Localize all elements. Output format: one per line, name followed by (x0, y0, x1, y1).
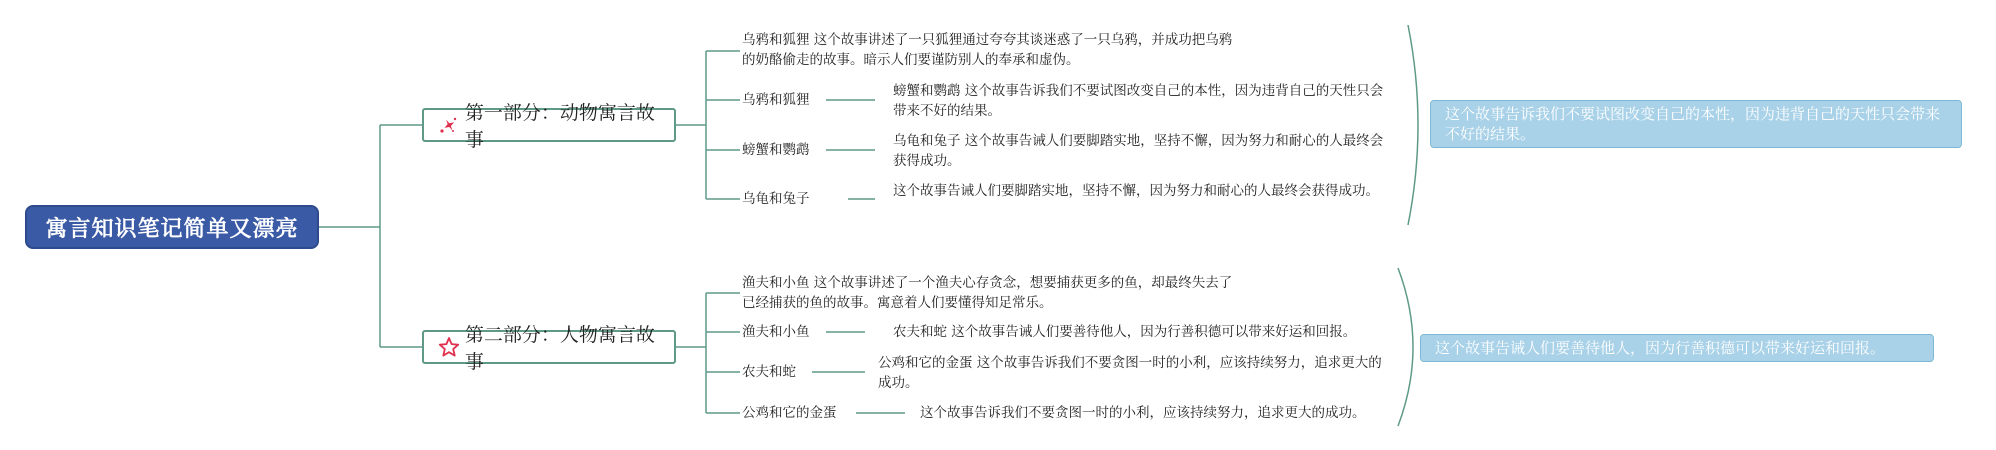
summary-note[interactable] (1430, 100, 1962, 148)
list-item-desc: 农夫和蛇 这个故事告诫人们要善待他人，因为行善积德可以带来好运和回报。 (893, 324, 1357, 340)
branch-label: 第二部分：人物寓言故事 (464, 324, 655, 373)
list-item-label: 公鸡和它的金蛋 (742, 405, 837, 421)
branch-label: 第一部分：动物寓言故事 (464, 102, 655, 151)
star-outline-icon (438, 335, 461, 359)
list-item-label: 农夫和蛇 (742, 364, 796, 380)
list-item-label: 渔夫和小鱼 (742, 324, 810, 340)
root-title: 寓言知识笔记简单又漂亮 (45, 216, 299, 242)
summary-note[interactable] (1420, 334, 1934, 362)
list-item-label: 乌龟和兔子 (742, 191, 810, 207)
intro-text: 乌鸦和狐狸 这个故事讲述了一只狐狸通过夸夸其谈迷惑了一只乌鸦，并成功把乌鸦的奶酪偷走的故事。暗示人们要谨防别人的奉承和虚伪。 (742, 32, 1233, 68)
branch-animal-fables[interactable] (422, 102, 676, 151)
list-item-desc: 这个故事告诉我们不要贪图一时的小利，应该持续努力，追求更大的成功。 (920, 405, 1366, 421)
branch-people-fables[interactable] (422, 324, 676, 373)
intro-text: 渔夫和小鱼 这个故事讲述了一个渔夫心存贪念，想要捕获更多的鱼，却最终失去了已经捕获的鱼的故事。寓意着人们要懂得知足常乐。 (742, 275, 1233, 311)
list-item-desc: 这个故事告诫人们要脚踏实地，坚持不懈，因为努力和耐心的人最终会获得成功。 (893, 183, 1379, 199)
list-item-label: 乌鸦和狐狸 (742, 92, 810, 108)
list-item-desc: 公鸡和它的金蛋 这个故事告诉我们不要贪图一时的小利，应该持续努力，追求更大的成功。 (878, 355, 1382, 391)
summary-text: 这个故事告诫人们要善待他人，因为行善积德可以带来好运和回报。 (1435, 339, 1886, 357)
list-item-desc: 乌龟和兔子 这个故事告诫人们要脚踏实地，坚持不懈，因为努力和耐心的人最终会获得成功。 (893, 133, 1384, 169)
sparkle-icon (438, 113, 461, 137)
list-item-desc: 螃蟹和鹦鹉 这个故事告诉我们不要试图改变自己的本性，因为违背自己的天性只会带来不好的结果。 (893, 83, 1384, 119)
root-topic[interactable] (25, 205, 319, 249)
summary-text: 这个故事告诉我们不要试图改变自己的本性，因为违背自己的天性只会带来不好的结果。 (1445, 105, 1941, 143)
list-item-label: 螃蟹和鹦鹉 (742, 142, 810, 158)
